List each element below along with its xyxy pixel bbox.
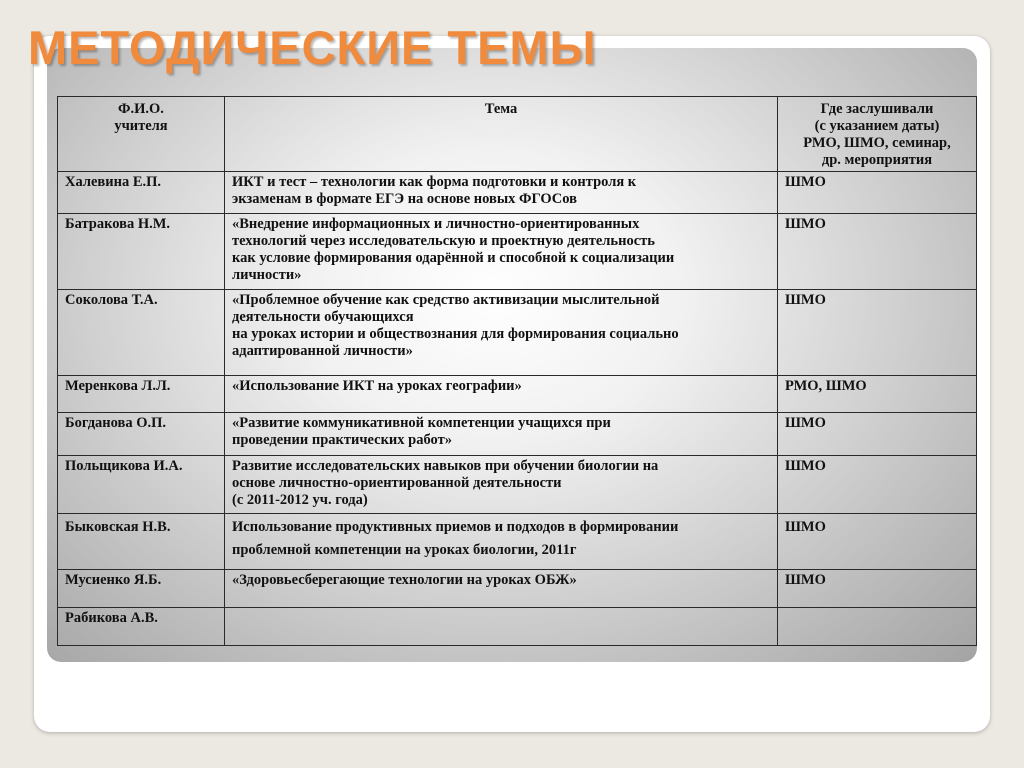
header-row [58,97,977,172]
table-row [58,172,977,214]
where-cell: ШМО [778,413,977,456]
topic-cell: Использование продуктивных приемов и подходов в формировании проблемной компетенции на уроках биологии, 2011г [225,514,778,570]
slide-title: МЕТОДИЧЕСКИЕ ТЕМЫ [28,21,597,74]
table-row [58,570,977,608]
teacher-name: Рабикова А.В. [58,608,225,646]
table-row [58,456,977,514]
teacher-name: Батракова Н.М. [58,214,225,290]
where-cell: ШМО [778,570,977,608]
table-row [58,376,977,413]
where-cell: ШМО [778,214,977,290]
header-where: Где заслушивали (с указанием даты) РМО, ШМО, семинар, др. мероприятия [778,97,977,172]
topic-cell: «Использование ИКТ на уроках географии» [225,376,778,413]
teacher-name: Соколова Т.А. [58,290,225,376]
teacher-name: Халевина Е.П. [58,172,225,214]
teacher-name: Богданова О.П. [58,413,225,456]
table-row [58,413,977,456]
topic-cell: «Развитие коммуникативной компетенции учащихся при проведении практических работ» [225,413,778,456]
table-row [58,514,977,570]
topic-cell [225,608,778,646]
teacher-name: Быковская Н.В. [58,514,225,570]
topic-cell: «Внедрение информационных и личностно-ориентированных технологий через исследовательскую и проектную деятельность как условие формирования одарённой и способной к социализации личности» [225,214,778,290]
topic-cell: ИКТ и тест – технологии как форма подготовки и контроля к экзаменам в формате ЕГЭ на основе новых ФГОСов [225,172,778,214]
methodical-topics-table [57,96,977,646]
where-cell: РМО, ШМО [778,376,977,413]
teacher-name: Меренкова Л.Л. [58,376,225,413]
where-cell: ШМО [778,514,977,570]
where-cell [778,608,977,646]
topic-cell: Развитие исследовательских навыков при обучении биологии на основе личностно-ориентированной деятельности (с 2011-2012 уч. года) [225,456,778,514]
table-row [58,214,977,290]
topic-cell: «Здоровьесберегающие технологии на уроках ОБЖ» [225,570,778,608]
where-cell: ШМО [778,456,977,514]
teacher-name: Мусиенко Я.Б. [58,570,225,608]
header-topic: Тема [225,97,778,172]
where-cell: ШМО [778,172,977,214]
table-row [58,290,977,376]
table-row [58,608,977,646]
topic-cell: «Проблемное обучение как средство активизации мыслительной деятельности обучающихся на уроках истории и обществознания для формирования социально адаптированной личности» [225,290,778,376]
where-cell: ШМО [778,290,977,376]
header-name: Ф.И.О. учителя [58,97,225,172]
teacher-name: Польщикова И.А. [58,456,225,514]
